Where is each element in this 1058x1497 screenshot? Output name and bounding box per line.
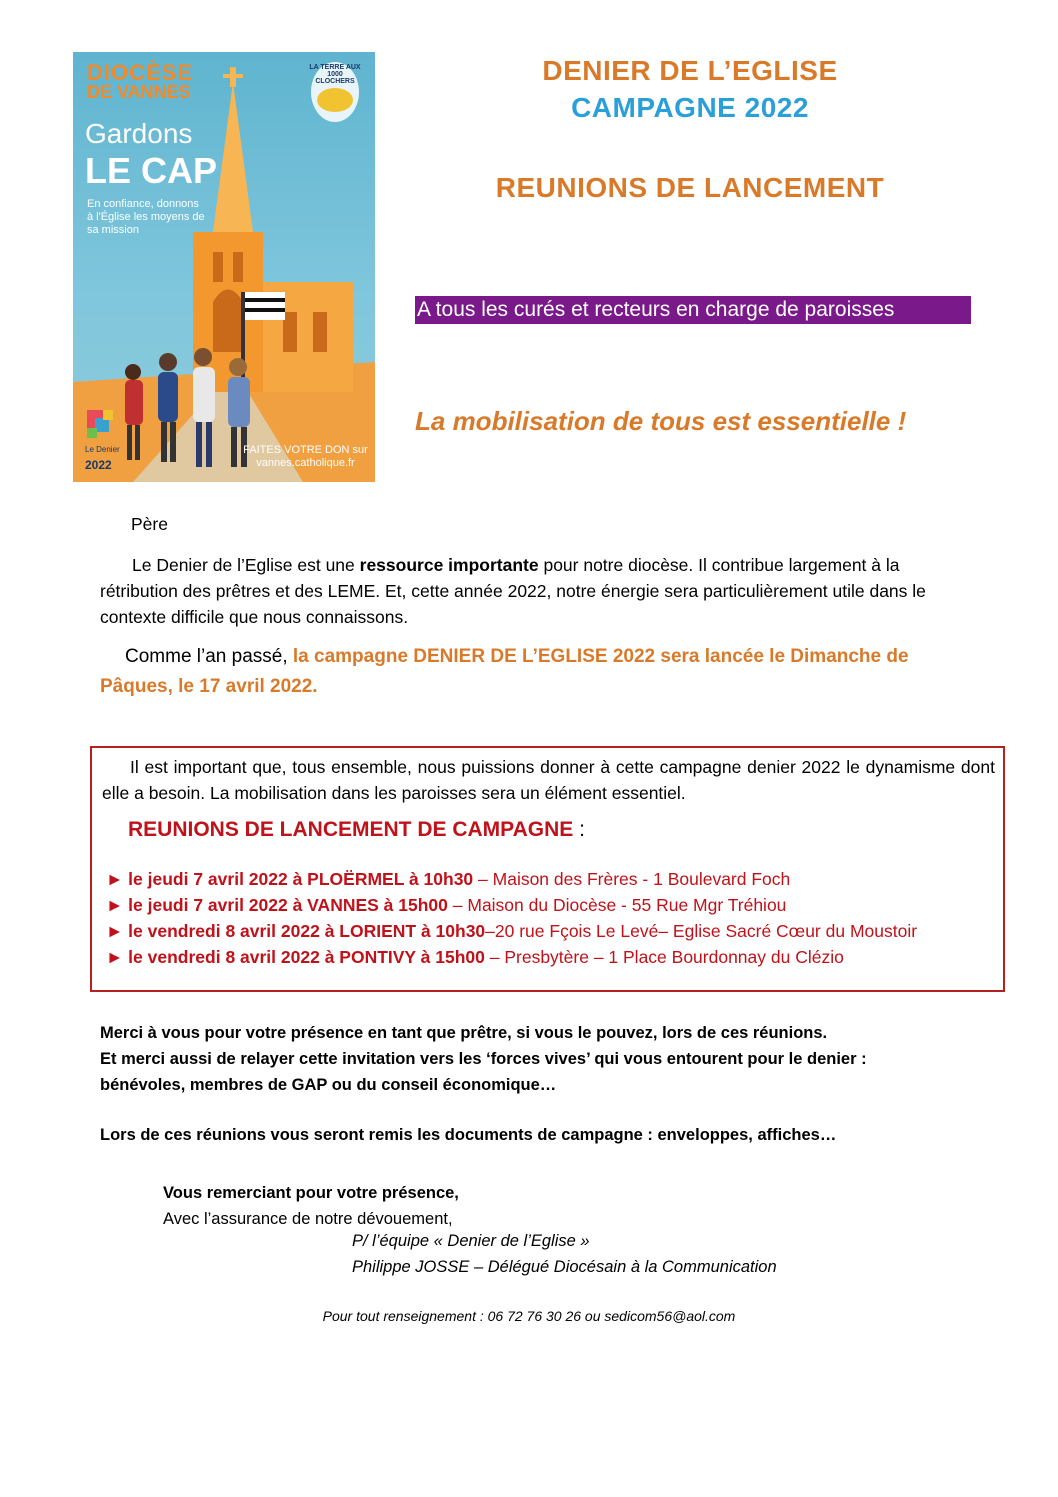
poster-donate-text: FAITES VOTRE DON sur vannes.catholique.fr (243, 444, 368, 469)
church-illustration (73, 52, 375, 482)
signature-line1: P/ l’équipe « Denier de l’Eglise » (352, 1232, 590, 1250)
meetings-heading-text: REUNIONS DE LANCEMENT DE CAMPAGNE (128, 818, 574, 841)
closing-line1: Vous remerciant pour votre présence, (163, 1184, 459, 1202)
meetings-heading-colon: : (579, 818, 585, 841)
meeting-when: ► le vendredi 8 avril 2022 à LORIENT à 10h30 (106, 921, 486, 941)
title-campagne: CAMPAGNE 2022 (571, 92, 809, 123)
poster-le-denier: Le Denier (85, 445, 120, 454)
documents-paragraph: Lors de ces réunions vous seront remis les documents de campagne : enveloppes, affiches… (100, 1126, 837, 1144)
para1-pre: Le Denier de l’Eglise est une (132, 555, 360, 575)
signature-line2: Philippe JOSSE – Délégué Diocésain à la Communication (352, 1258, 777, 1276)
meeting-where: – Maison du Diocèse - 55 Rue Mgr Tréhiou (447, 895, 787, 915)
contact-info: Pour tout renseignement : 06 72 76 30 26 ou sedicom56@aol.com (322, 1308, 736, 1324)
poster-subtitle: En confiance, donnons à l'Église les moyens de sa mission (87, 198, 205, 236)
poster-year: 2022 (85, 458, 112, 472)
closing-line2: Avec l’assurance de notre dévouement, (163, 1210, 453, 1228)
thanks-line2: Et merci aussi de relayer cette invitation vers les ‘forces vives’ qui vous entourent pour le denier : (100, 1050, 867, 1068)
closing (163, 1180, 459, 1232)
audience-banner: A tous les curés et recteurs en charge de paroisses (415, 296, 971, 324)
meeting-when: ► le jeudi 7 avril 2022 à VANNES à 15h00 (106, 895, 448, 915)
poster-le-cap: LE CAP (85, 150, 218, 191)
campaign-poster (73, 52, 375, 482)
title-denier: DENIER DE L’EGLISE (542, 55, 838, 86)
poster-gardons: Gardons (85, 118, 193, 149)
box-paragraph: Il est important que, tous ensemble, nous puissions donner à cette campagne denier 2022 le dynamisme dont elle a besoin. La mobilisation dans les paroisses sera un élément essentiel. (102, 757, 995, 803)
meeting-where: –20 rue Fçois Le Levé– Eglise Sacré Cœur du Moustoir (485, 921, 918, 941)
title-reunions: REUNIONS DE LANCEMENT (495, 172, 885, 203)
thanks-line3: bénévoles, membres de GAP ou du conseil économique… (100, 1076, 557, 1094)
poster-terre-logo: LA TERRE AUX 1000 CLOCHERS (309, 64, 361, 85)
thanks-line1: Merci à vous pour votre présence en tant que prêtre, si vous le pouvez, lors de ces réunions. (100, 1024, 828, 1042)
meeting-item (106, 918, 996, 944)
meeting-where: – Maison des Frères - 1 Boulevard Foch (473, 869, 791, 889)
para2-highlight: la campagne DENIER DE L’EGLISE 2022 sera lancée le Dimanche de Pâques, le 17 avril 2022. (100, 646, 909, 697)
meeting-item (106, 944, 996, 970)
para2-pre: Comme l’an passé, (125, 646, 293, 667)
meeting-where: – Presbytère – 1 Place Bourdonnay du Clézio (484, 947, 844, 967)
poster-diocese-line2: DE VANNES (87, 82, 191, 102)
paragraph-ressource (100, 552, 960, 630)
thanks-paragraph (100, 1020, 1000, 1098)
meeting-when: ► le vendredi 8 avril 2022 à PONTIVY à 15h00 (106, 947, 485, 967)
meeting-item (106, 892, 996, 918)
para1-bold: ressource importante (359, 555, 539, 575)
meeting-item (106, 866, 996, 892)
paragraph-lancement (100, 642, 960, 702)
poster-diocese-line1: DIOCÈSE (87, 60, 194, 85)
para1-post: pour notre diocèse. Il contribue largement à la rétribution des prêtres et des LEME. Et, cette année 2022, notre énergie sera particulièrement utile dans le contexte difficile que nous connaissons. (100, 555, 926, 627)
meeting-when: ► le jeudi 7 avril 2022 à PLOËRMEL à 10h30 (106, 869, 474, 889)
meetings-heading (128, 818, 585, 842)
salutation: Père (131, 514, 168, 534)
signature (352, 1228, 777, 1280)
mobilisation-slogan: La mobilisation de tous est essentielle ! (415, 406, 907, 436)
meetings-box (90, 746, 1005, 992)
